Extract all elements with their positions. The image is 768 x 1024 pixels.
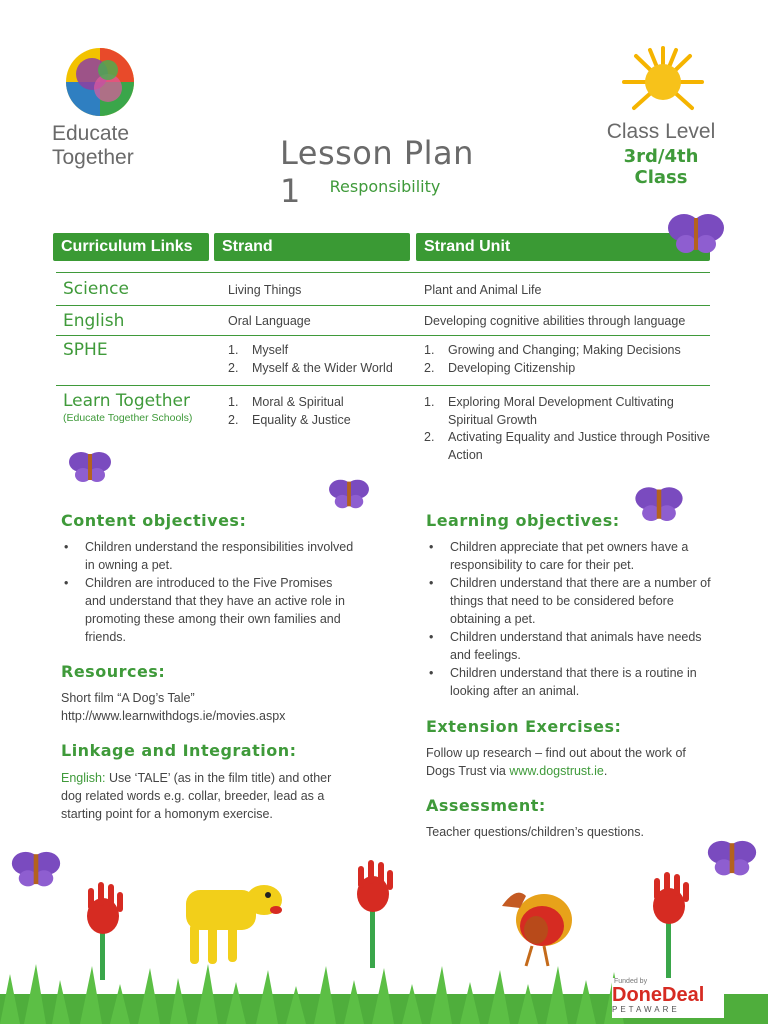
funded-brand <box>612 985 724 1005</box>
list-item: 2. Developing Citizenship <box>424 360 576 375</box>
extension-heading: Extension Exercises: <box>426 717 622 736</box>
sun-handprint-icon <box>620 44 706 120</box>
learning-objectives-heading: Learning objectives: <box>426 511 620 530</box>
page-subtitle: Responsibility <box>329 177 441 196</box>
strand-english: Oral Language <box>228 314 311 328</box>
dogstrust-link[interactable]: www.dogstrust.ie <box>509 764 604 778</box>
list-item: • Children understand that there is a routine in looking after an animal. <box>426 664 718 700</box>
header-curriculum-links: Curriculum Links <box>53 233 209 261</box>
list-item: • Children understand that animals have needs and feelings. <box>426 628 718 664</box>
table-divider <box>56 305 710 306</box>
strand-learn-together <box>228 394 418 429</box>
resources-body <box>61 689 361 725</box>
logo-line-2: Together <box>52 146 134 169</box>
assessment-body: Teacher questions/children’s questions. <box>426 825 644 839</box>
linkage-text: Use ‘TALE’ (as in the film title) and other dog related words e.g. collar, breeder, lead as a starting point for a homonym exercise. <box>61 771 332 821</box>
list-item: 1. Growing and Changing; Making Decisions <box>424 343 681 357</box>
extension-text: Follow up research – find out about the work of Dogs Trust via <box>426 746 686 778</box>
extension-body <box>426 744 716 780</box>
list-item: 2. Myself & the Wider World <box>228 360 393 375</box>
linkage-body <box>61 769 333 823</box>
funded-brand-1: Done <box>612 984 662 1006</box>
content-objectives-heading: Content objectives: <box>61 511 247 530</box>
subject-sphe: SPHE <box>63 340 108 360</box>
class-level-label: Class Level <box>606 120 716 143</box>
butterfly-icon <box>664 204 728 260</box>
strand-science: Living Things <box>228 283 302 297</box>
list-item: 1. Moral & Spiritual <box>228 395 344 409</box>
funded-brand-2: Deal <box>662 984 705 1006</box>
subject-note: (Educate Together Schools) <box>63 412 193 424</box>
butterfly-icon <box>66 446 114 486</box>
page-title: Lesson Plan 1 <box>280 134 474 210</box>
unit-learn-together <box>424 394 714 464</box>
header-strand-unit: Strand Unit <box>416 233 710 261</box>
list-item: 2. Activating Equality and Justice through Positive Action <box>424 430 710 462</box>
subject-learn-together: Learn Together <box>63 391 190 411</box>
table-divider <box>56 335 710 336</box>
unit-sphe <box>424 342 714 377</box>
handprint-flower-icon <box>340 858 406 968</box>
assessment-heading: Assessment: <box>426 796 546 815</box>
list-item: • Children appreciate that pet owners have a responsibility to care for their pet. <box>426 538 718 574</box>
table-divider <box>56 272 710 273</box>
funded-by-logo <box>612 978 724 1018</box>
learning-objectives-list <box>426 538 718 700</box>
list-item: • Children understand the responsibilities involved in owning a pet. <box>61 538 356 574</box>
funded-brand-3: PETAWARE <box>612 1005 680 1014</box>
handprint-dog-icon <box>176 880 286 970</box>
class-grade: 3rd/4th Class <box>623 146 699 188</box>
resources-film: Short film “A Dog’s Tale” <box>61 691 195 705</box>
unit-science: Plant and Animal Life <box>424 283 542 297</box>
list-item: 2. Equality & Justice <box>228 412 351 427</box>
unit-english: Developing cognitive abilities through language <box>424 314 686 328</box>
table-divider <box>56 385 710 386</box>
handprint-turkey-icon <box>486 876 582 972</box>
resources-link[interactable]: http://www.learnwithdogs.ie/movies.aspx <box>61 709 286 723</box>
butterfly-icon <box>8 845 64 891</box>
logo-line-1: Educate <box>52 122 130 145</box>
butterfly-icon <box>704 834 760 880</box>
header-strand: Strand <box>214 233 410 261</box>
linkage-heading: Linkage and Integration: <box>61 741 297 760</box>
funded-label: Funded by <box>614 978 648 985</box>
subject-science: Science <box>63 279 129 299</box>
content-objectives-list <box>61 538 356 646</box>
educate-together-logo-icon <box>62 44 138 120</box>
strand-sphe <box>228 342 418 377</box>
extension-end: . <box>603 764 608 778</box>
resources-heading: Resources: <box>61 662 166 681</box>
butterfly-icon <box>632 480 686 526</box>
butterfly-icon <box>326 474 372 512</box>
linkage-label: English: <box>61 771 106 785</box>
list-item: • Children are introduced to the Five Promises and understand that they have an active role in promoting these among their own families and friends. <box>61 574 356 646</box>
logo-text <box>52 122 134 170</box>
subject-english: English <box>63 311 125 331</box>
list-item: • Children understand that there are a number of things that need to be considered before obtaining a pet. <box>426 574 718 628</box>
list-item: 1. Myself <box>228 343 289 357</box>
list-item: 1. Exploring Moral Development Cultivating Spiritual Growth <box>424 395 674 427</box>
